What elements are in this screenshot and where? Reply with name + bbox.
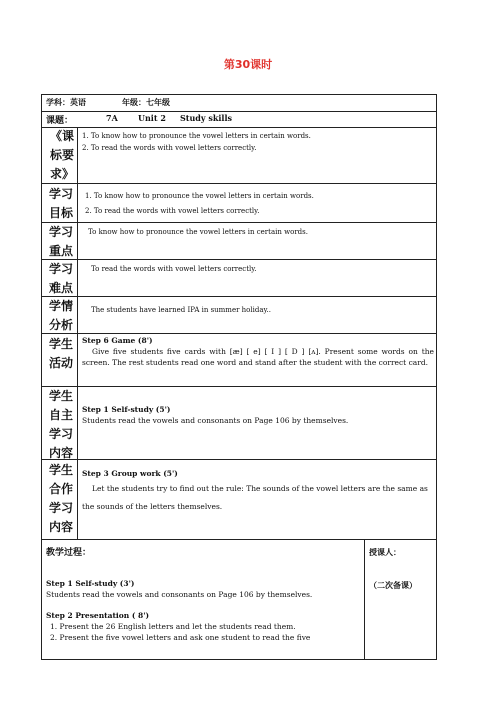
row-divider [41, 386, 437, 387]
topic-unit: 7A [106, 113, 118, 123]
process-step-2-item: 2. Present the five vowel letters and ask one student to read the five [50, 633, 311, 642]
self-study-step: Step 1 Self-study (5') [82, 405, 171, 414]
topic-unit-number: Unit 2 [138, 113, 166, 123]
column-divider [364, 539, 365, 660]
list-item: 2. To read the words with vowel letters correctly. [82, 144, 257, 152]
page-title: 第30课时 [223, 58, 273, 71]
goals-label: 学习 目标 [49, 187, 74, 220]
row-divider [41, 259, 437, 260]
self-study-content [82, 404, 434, 426]
subject-label: 学科：英语 [46, 98, 86, 107]
activity-text: Give five students five cards with [æ] [ e] [ I ] [ D ] [ʌ]. Present some words on the screen. The rest students read one word and stand after the student with the correct card. [82, 347, 434, 367]
key-points-label: 学习 重点 [49, 225, 74, 258]
row-divider [41, 127, 437, 128]
analysis-text: The students have learned IPA in summer holiday.. [91, 306, 271, 314]
topic-label: 课题： [46, 116, 74, 126]
cooperation-label: 学生 合作 学习 内容 [49, 463, 74, 534]
objectives-list [82, 130, 432, 154]
list-item: 1. To know how to pronounce the vowel letters in certain words. [85, 192, 314, 200]
process-content [46, 578, 358, 643]
key-points-text: To know how to pronounce the vowel letters in certain words. [88, 228, 308, 236]
grade-label: 年级：七年级 [122, 98, 170, 107]
activity-content [82, 335, 434, 368]
process-step-1: Step 1 Self-study (3') [46, 579, 135, 588]
self-study-label: 学生 自主 学习 内容 [49, 389, 74, 460]
activity-step: Step 6 Game (8') [82, 336, 153, 345]
topic-title: Study skills [180, 113, 232, 123]
activity-label: 学生 活动 [49, 337, 74, 370]
row-divider [41, 222, 437, 223]
lesson-table [41, 94, 437, 660]
objectives-label: 《课 标要 求》 [50, 129, 75, 181]
teacher-label: 授课人： [369, 548, 401, 557]
row-divider [41, 333, 437, 334]
goals-list [85, 189, 430, 219]
cooperation-step: Step 3 Group work (5') [82, 469, 178, 478]
process-label: 教学过程： [46, 548, 92, 558]
column-divider [77, 127, 78, 539]
list-item: 1. To know how to pronounce the vowel letters in certain words. [82, 132, 311, 140]
row-divider [41, 539, 437, 540]
self-study-text: Students read the vowels and consonants on Page 106 by themselves. [82, 416, 349, 425]
cooperation-content [82, 467, 434, 516]
row-divider [41, 459, 437, 460]
analysis-label: 学情 分析 [49, 299, 74, 332]
row-divider [41, 111, 437, 112]
second-prep-label: （二次备课） [369, 581, 417, 590]
row-divider [41, 296, 437, 297]
row-divider [41, 183, 437, 184]
process-step-2-item: 1. Present the 26 English letters and let the students read them. [50, 622, 296, 631]
difficulties-label: 学习 难点 [49, 262, 74, 295]
process-step-1-text: Students read the vowels and consonants on Page 106 by themselves. [46, 590, 313, 599]
list-item: 2. To read the words with vowel letters correctly. [85, 207, 260, 215]
cooperation-text: Let the students try to find out the rule: The sounds of the vowel letters are the same as the sounds of the letters themselves. [82, 484, 428, 511]
process-step-2: Step 2 Presentation ( 8') [46, 611, 150, 620]
difficulties-text: To read the words with vowel letters correctly. [91, 265, 257, 273]
